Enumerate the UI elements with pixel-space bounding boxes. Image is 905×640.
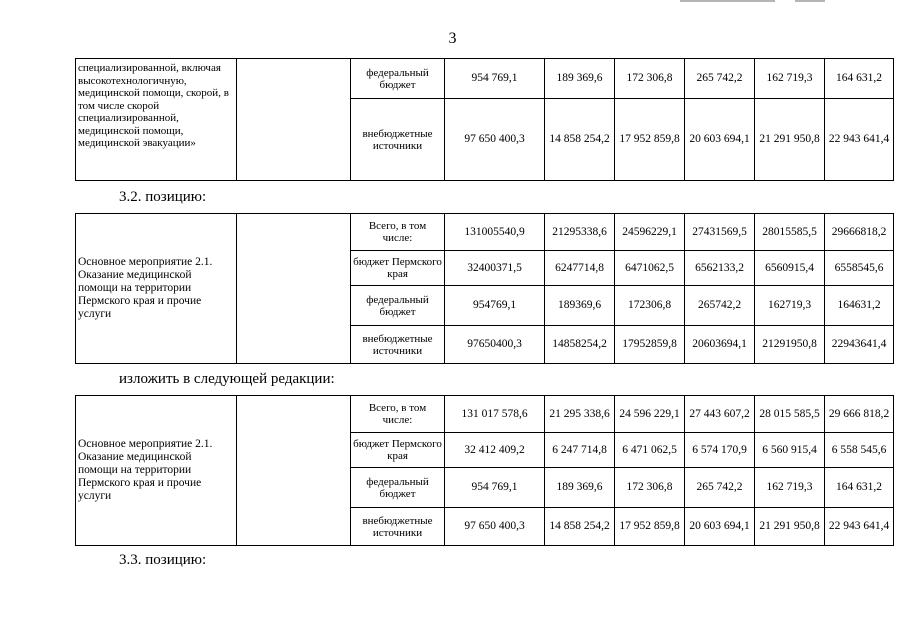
amount-cell: 162 719,3 — [755, 468, 825, 508]
funding-source-label: внебюджетные источники — [351, 99, 445, 181]
table-row — [76, 59, 894, 99]
amount-cell: 14858254,2 — [545, 326, 615, 364]
funding-source-label: федеральный бюджет — [351, 468, 445, 508]
funding-source-label: Всего, в том числе: — [351, 396, 445, 433]
amount-cell: 162719,3 — [755, 286, 825, 326]
amount-cell: 265 742,2 — [685, 468, 755, 508]
empty-cell — [237, 214, 351, 364]
amount-cell: 14 858 254,2 — [545, 508, 615, 546]
amount-cell: 24596229,1 — [615, 214, 685, 251]
amount-cell: 6558545,6 — [825, 251, 894, 286]
amount-cell: 21295338,6 — [545, 214, 615, 251]
amount-cell: 17 952 859,8 — [615, 99, 685, 181]
section-caption: изложить в следующей редакции: — [119, 371, 335, 387]
amount-cell: 6 558 545,6 — [825, 433, 894, 468]
amount-cell: 27 443 607,2 — [685, 396, 755, 433]
amount-cell: 21291950,8 — [755, 326, 825, 364]
amount-cell: 27431569,5 — [685, 214, 755, 251]
scan-edge-mark — [795, 0, 825, 2]
amount-cell: 6562133,2 — [685, 251, 755, 286]
amount-cell: 131005540,9 — [445, 214, 545, 251]
amount-cell: 17952859,8 — [615, 326, 685, 364]
amount-cell: 954 769,1 — [445, 59, 545, 99]
budget-table-old — [75, 213, 894, 364]
amount-cell: 97 650 400,3 — [445, 508, 545, 546]
amount-cell: 189 369,6 — [545, 468, 615, 508]
funding-source-label: внебюджетные источники — [351, 326, 445, 364]
amount-cell: 97 650 400,3 — [445, 99, 545, 181]
amount-cell: 22943641,4 — [825, 326, 894, 364]
amount-cell: 21 295 338,6 — [545, 396, 615, 433]
amount-cell: 954 769,1 — [445, 468, 545, 508]
amount-cell: 20603694,1 — [685, 326, 755, 364]
funding-source-label: Всего, в том числе: — [351, 214, 445, 251]
amount-cell: 97650400,3 — [445, 326, 545, 364]
section-caption: 3.3. позицию: — [119, 552, 207, 568]
amount-cell: 32 412 409,2 — [445, 433, 545, 468]
amount-cell: 265742,2 — [685, 286, 755, 326]
amount-cell: 164631,2 — [825, 286, 894, 326]
empty-cell — [237, 396, 351, 546]
table-row — [76, 396, 894, 433]
amount-cell: 20 603 694,1 — [685, 99, 755, 181]
budget-table-new — [75, 395, 894, 546]
amount-cell: 28 015 585,5 — [755, 396, 825, 433]
amount-cell: 6 560 915,4 — [755, 433, 825, 468]
amount-cell: 265 742,2 — [685, 59, 755, 99]
amount-cell: 21 291 950,8 — [755, 508, 825, 546]
activity-description: специализированной, включая высокотехнологичную, медицинской помощи, скорой, в том числе скорой специализированной, медицинской помощи, медицинской эвакуации» — [76, 59, 237, 181]
amount-cell: 17 952 859,8 — [615, 508, 685, 546]
amount-cell: 131 017 578,6 — [445, 396, 545, 433]
amount-cell: 189369,6 — [545, 286, 615, 326]
amount-cell: 172 306,8 — [615, 468, 685, 508]
amount-cell: 162 719,3 — [755, 59, 825, 99]
amount-cell: 6471062,5 — [615, 251, 685, 286]
funding-source-label: бюджет Пермского края — [351, 251, 445, 286]
amount-cell: 32400371,5 — [445, 251, 545, 286]
funding-source-label: бюджет Пермского края — [351, 433, 445, 468]
amount-cell: 14 858 254,2 — [545, 99, 615, 181]
budget-table-continuation — [75, 58, 894, 181]
amount-cell: 29666818,2 — [825, 214, 894, 251]
amount-cell: 954769,1 — [445, 286, 545, 326]
table-row — [76, 214, 894, 251]
section-caption: 3.2. позицию: — [119, 189, 207, 205]
amount-cell: 29 666 818,2 — [825, 396, 894, 433]
amount-cell: 6 471 062,5 — [615, 433, 685, 468]
amount-cell: 6560915,4 — [755, 251, 825, 286]
amount-cell: 164 631,2 — [825, 468, 894, 508]
amount-cell: 189 369,6 — [545, 59, 615, 99]
amount-cell: 164 631,2 — [825, 59, 894, 99]
activity-description: Основное мероприятие 2.1. Оказание медицинской помощи на территории Пермского края и прочие услуги — [76, 396, 237, 546]
funding-source-label: федеральный бюджет — [351, 59, 445, 99]
scan-edge-mark — [680, 0, 775, 2]
amount-cell: 172 306,8 — [615, 59, 685, 99]
amount-cell: 6247714,8 — [545, 251, 615, 286]
amount-cell: 20 603 694,1 — [685, 508, 755, 546]
amount-cell: 21 291 950,8 — [755, 99, 825, 181]
activity-description: Основное мероприятие 2.1. Оказание медицинской помощи на территории Пермского края и прочие услуги — [76, 214, 237, 364]
amount-cell: 28015585,5 — [755, 214, 825, 251]
page-number: 3 — [448, 30, 457, 47]
amount-cell: 6 247 714,8 — [545, 433, 615, 468]
empty-cell — [237, 59, 351, 181]
amount-cell: 172306,8 — [615, 286, 685, 326]
funding-source-label: федеральный бюджет — [351, 286, 445, 326]
amount-cell: 22 943 641,4 — [825, 99, 894, 181]
amount-cell: 24 596 229,1 — [615, 396, 685, 433]
amount-cell: 6 574 170,9 — [685, 433, 755, 468]
funding-source-label: внебюджетные источники — [351, 508, 445, 546]
amount-cell: 22 943 641,4 — [825, 508, 894, 546]
